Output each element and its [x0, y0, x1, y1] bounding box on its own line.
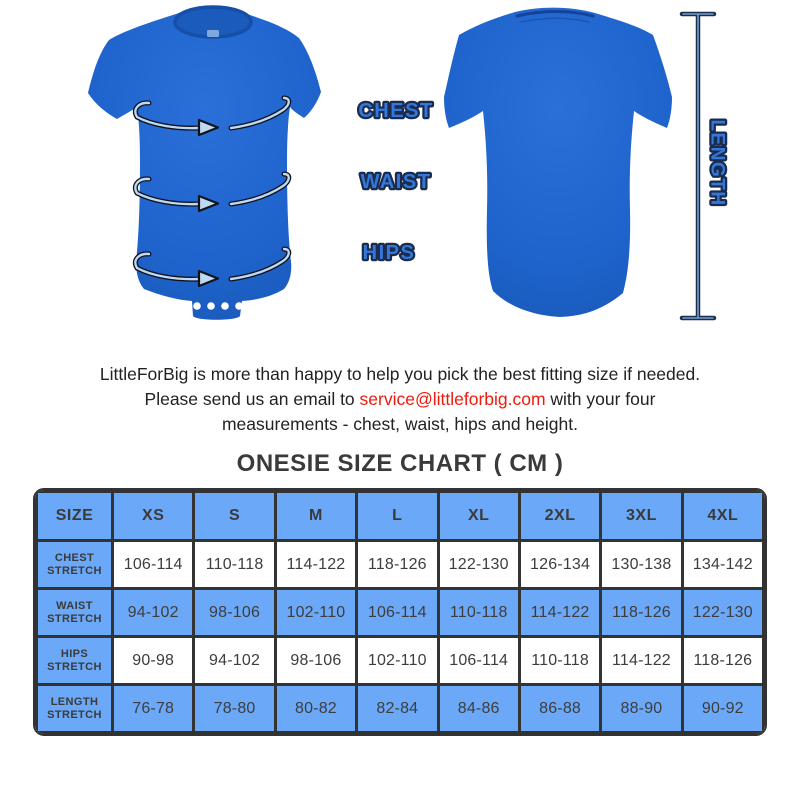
- size-value-cell: 114-122: [601, 637, 682, 685]
- size-chart-table: [33, 488, 767, 736]
- row-label: LENGTH STRETCH: [37, 685, 113, 733]
- size-value-cell: 80-82: [275, 685, 356, 733]
- hips-label: HIPS: [362, 242, 416, 264]
- table-row: [37, 589, 764, 637]
- size-value-cell: 78-80: [194, 685, 275, 733]
- size-value-cell: 76-78: [113, 685, 194, 733]
- table-row: [37, 541, 764, 589]
- row-label: CHEST STRETCH: [37, 541, 113, 589]
- size-value-cell: 106-114: [113, 541, 194, 589]
- size-value-cell: 98-106: [194, 589, 275, 637]
- waist-label: WAIST: [360, 171, 432, 193]
- size-value-cell: 106-114: [438, 637, 519, 685]
- size-value-cell: 102-110: [357, 637, 438, 685]
- size-value-cell: 110-118: [519, 637, 600, 685]
- size-column-header: 4XL: [682, 492, 763, 541]
- size-column-header: XS: [113, 492, 194, 541]
- size-column-header: SIZE: [37, 492, 113, 541]
- size-value-cell: 82-84: [357, 685, 438, 733]
- help-text: [0, 362, 800, 437]
- size-value-cell: 94-102: [194, 637, 275, 685]
- size-value-cell: 110-118: [194, 541, 275, 589]
- size-chart-title: ONESIE SIZE CHART ( CM ): [236, 450, 564, 477]
- size-value-cell: 114-122: [275, 541, 356, 589]
- size-value-cell: 130-138: [601, 541, 682, 589]
- size-value-cell: 84-86: [438, 685, 519, 733]
- size-value-cell: 118-126: [682, 637, 763, 685]
- product-measurement-diagram: [0, 0, 800, 348]
- help-line-3: measurements - chest, waist, hips and height.: [221, 414, 578, 434]
- row-label: WAIST STRETCH: [37, 589, 113, 637]
- size-column-header: XL: [438, 492, 519, 541]
- length-label: LENGTH: [706, 119, 728, 207]
- size-value-cell: 86-88: [519, 685, 600, 733]
- help-line-2-after: with your four: [545, 389, 656, 409]
- size-value-cell: 106-114: [357, 589, 438, 637]
- size-column-header: L: [357, 492, 438, 541]
- size-column-header: S: [194, 492, 275, 541]
- size-value-cell: 90-92: [682, 685, 763, 733]
- neck-tag: [207, 30, 219, 37]
- size-value-cell: 94-102: [113, 589, 194, 637]
- size-value-cell: 122-130: [438, 541, 519, 589]
- size-value-cell: 90-98: [113, 637, 194, 685]
- help-line-1: LittleForBig is more than happy to help you pick the best fitting size if needed.: [99, 364, 701, 384]
- onesie-back-image: [444, 8, 672, 317]
- table-row: [37, 685, 764, 733]
- size-column-header: 2XL: [519, 492, 600, 541]
- size-column-header: M: [275, 492, 356, 541]
- chest-label: CHEST: [358, 100, 434, 122]
- size-value-cell: 126-134: [519, 541, 600, 589]
- table-row: [37, 637, 764, 685]
- email-link[interactable]: service@littleforbig.com: [359, 389, 546, 409]
- size-value-cell: 98-106: [275, 637, 356, 685]
- row-label: HIPS STRETCH: [37, 637, 113, 685]
- size-value-cell: 122-130: [682, 589, 763, 637]
- size-column-header: 3XL: [601, 492, 682, 541]
- size-value-cell: 88-90: [601, 685, 682, 733]
- size-value-cell: 102-110: [275, 589, 356, 637]
- size-value-cell: 134-142: [682, 541, 763, 589]
- size-value-cell: 114-122: [519, 589, 600, 637]
- size-value-cell: 118-126: [357, 541, 438, 589]
- help-line-2-before: Please send us an email to: [144, 389, 360, 409]
- size-value-cell: 118-126: [601, 589, 682, 637]
- size-value-cell: 110-118: [438, 589, 519, 637]
